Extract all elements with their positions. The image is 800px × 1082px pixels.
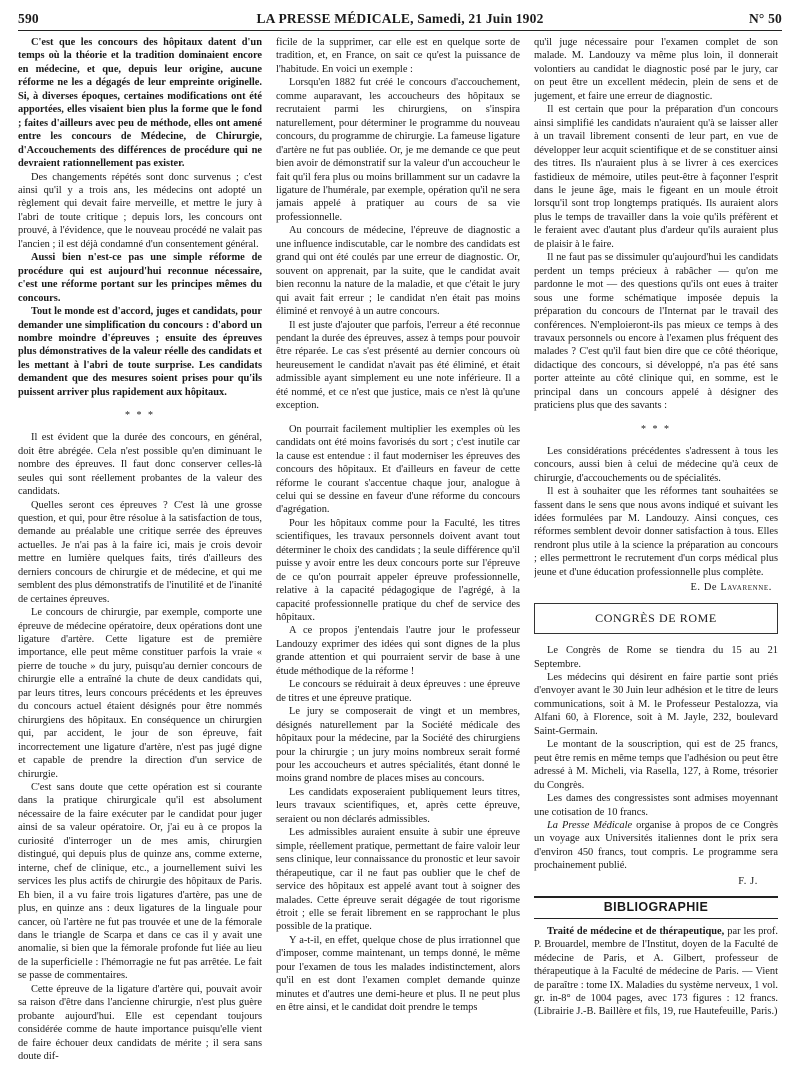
paragraph: Il ne faut pas se dissimuler qu'aujourd'hui les candidats perdent un temps précieux à rabâcher — qu'on me pardonne le mot — des questions qu'ils ont eues à traiter sous une forme schématique imposée depuis la préparation du concours de l'Internat par le travail des conférences. N'emploieront-ils pas mieux ce temps à des travaux personnels ou encore à l'examen plus fréquent des malades ? C'est qu'il faut bien dire que ce côté théorique, didactique des concours, si développé, n'a pas été sans porter atteinte au côté clinique qui, en somme, est le principal dans un concours appelé à désigner des praticiens plus que des savants : — [534, 252, 778, 412]
paragraph: Il est évident que la durée des concours, en général, doit être abrégée. Cela n'est possible qu'en diminuant le nombre des épreuves. Il faut donc conserver celles-là seules qui sont réellement probantes de la valeur des candidats. — [18, 432, 262, 498]
bibliography-entry — [534, 925, 778, 1019]
paragraph: Quelles seront ces épreuves ? C'est là une grosse question, et qui, pour être résolue à la satisfaction de tous, demande au préalable une critique serrée des épreuves actuelles. Je n'ai pas à la faire ici, mais je crois devoir mettre en lumière quelques faits, tirés d'ailleurs des derniers concours de chirurgie et de médecine, et qui me semblent des plus démonstratifs de l'inutilité et de l'inanité de certaines épreuves. — [18, 499, 262, 605]
paragraph: ficile de la supprimer, car elle est en quelque sorte de tradition, et, en France, on sait ce qu'est la puissance de l'habitude. En voici un exemple : — [276, 37, 520, 75]
paragraph: Au concours de médecine, l'épreuve de diagnostic a une influence indiscutable, car le nombre des candidats est grand qui ont été coulés par une erreur de diagnostic. Or, souvent on apprenait, par la suite, que le candidat avait bien reconnu la nature de la maladie, et que c'était le jury qui avait fait erreur ; le candidat n'en était pas moins éliminé et renvoyé à un autre concours. — [276, 225, 520, 318]
column-3 — [534, 36, 778, 1072]
paragraph: Le concours se réduirait à deux épreuves : une épreuve de titres et une épreuve pratique. — [276, 679, 520, 704]
paragraph: Cette épreuve de la ligature d'artère qui, pouvait avoir sa raison d'être dans l'ancienne chirurgie, n'est plus guère probante aujourd'hui. Elle est cependant toujours considérée comme de haute importance puisqu'elle vient de faire échouer deux candidats de mérite ; il sera sans doute dif- — [18, 983, 262, 1063]
column-2 — [276, 36, 520, 1072]
signature-prefix: E. De — [690, 582, 718, 594]
paragraph-rest: organise à propos de ce Congrès un voyage aux Universités italiennes dont le prix sera d'environ 450 francs, tout compris. Le programme sera prochainement publié. — [534, 820, 778, 872]
paragraph: Il est à souhaiter que les réformes tant souhaitées se fassent dans le sens que nous avons indiqué et suivant les idées formulées par M. Landouzy. Ainsi conçues, ces réformes semblent devoir donner satisfaction à tous. Elles rendront plus utile à la science la préparation au concours ; elles permettront le recrutement d'un corps médical plus jeune et d'une éducation professionnelle plus complète. — [534, 486, 778, 578]
book-details: par les prof. P. Brouardel, membre de l'Institut, doyen de la Faculté de médecine de Paris, et A. Gilbert, professeur de thérapeutique à la Faculté de médecine de Paris. — Vient de paraître : tome IX. Maladies du système nerveux, 1 vol. gr. in-8° de 1004 pages, avec 173 figures : 12 francs. (Librairie J.-B. Baillère et fils, 19, rue Hautefeuille, Paris.) — [534, 925, 778, 1018]
paragraph: On pourrait facilement multiplier les exemples où les candidats ont été moins favorisés du sort ; c'est inutile car la cause est entendue : il faut moderniser les épreuves des concours des hôpitaux. Et d'ailleurs en faveur de cette réforme le courant s'accentue chaque jour, analogue à celui qui se dessine en faveur d'une réforme du concours d'agrégation. — [276, 423, 520, 516]
signature-name: Lavarenne. — [720, 582, 772, 594]
section-heading-bibliographie: BIBLIOGRAPHIE — [603, 900, 709, 915]
paragraph: Lorsqu'en 1882 fut créé le concours d'accouchement, comme auparavant, les accoucheurs des hôpitaux se recrutaient parmi les chirurgiens, on s'inspira naturellement, pour déterminer le programme du nouveau concours, du programme de chirurgie. La fameuse ligature d'artère ne fut pas oubliée. Or, je me demande ce que peut bien avoir de démonstratif sur la valeur d'un accoucheur le fait qu'il fera plus ou moins brillamment sur un cadavre la ligature de l'humérale, par exemple, opération qu'il ne sera jamais appelé à pratiquer au cours de sa vie professionnelle. — [276, 77, 520, 223]
paragraph: Le Congrès de Rome se tiendra du 15 au 21 Septembre. — [534, 645, 778, 670]
divider — [534, 896, 778, 898]
paragraph: Aussi bien n'est-ce pas une simple réforme de procédure qui est aujourd'hui reconnue nécessaire, c'est une réforme portant sur les principes mêmes du concours. — [18, 252, 262, 304]
paragraph: Le jury se composerait de vingt et un membres, désignés naturellement par la Société médicale des hôpitaux pour la médecine, par la Société des chirurgiens pour la chirurgie ; un jury moins nombreux serait formé pour les accoucheurs et autres spécialités, étant donné le moins grand nombre de places mises au concours. — [276, 706, 520, 785]
column-1 — [18, 36, 262, 1072]
page-number: 590 — [18, 11, 39, 26]
paragraph: C'est que les concours des hôpitaux datent d'un temps où la théorie et la tradition dominaient encore en médecine, et que, depuis leur origine, aucune réforme ne les a dégagés de leur empreinte originelle. Si, à diverses époques, certaines modifications ont été apportées, elles visaient bien plus la forme que le fond ; faites d'ailleurs avec peu de méthode, elles ont amené entre les concours de Médecine, de Chirurgie, d'Accouchements des différences de procédure qui ne devraient rationnellement pas exister. — [18, 37, 262, 170]
issue-number: N° 50 — [748, 11, 782, 26]
newspaper-page — [18, 8, 782, 1074]
paragraph: Il est juste d'ajouter que parfois, l'erreur a été reconnue pendant la durée des épreuves, assez à temps pour pouvoir être réparée. Le cas s'est présenté au dernier concours où heureusement le candidat n'avait pas été éliminé, et était admissible ayant simplement eu une note inférieure. Il a été nommé, et ce n'est que justice, mais ce n'est là qu'une exception. — [276, 319, 520, 412]
paragraph: Les dames des congressistes sont admises moyennant une cotisation de 10 francs. — [534, 793, 778, 818]
paragraph: Pour les hôpitaux comme pour la Faculté, les titres scientifiques, les travaux personnels doivent avant tout déterminer le choix des candidats ; la seule différence qu'il puisse y avoir entre les deux concours porte sur l'épreuve de ce qu'on pourrait appeler épreuve professionnelle, relative à la capacité pédagogique de l'agrégé, à la capacité professionnelle pratique du chef de service des hôpitaux. — [276, 517, 520, 624]
report-signature: F. J. — [738, 875, 758, 887]
paragraph: Tout le monde est d'accord, juges et candidats, pour demander une simplification du concours : d'abord un nombre moindre d'épreuves ; ensuite des épreuves plus démonstratives de la valeur réelle des candidats et les mettant à l'abri de toute surprise. Les candidats demandent que des mesures soient prises pour qu'ils puissent arriver plus rapidement aux hôpitaux. — [18, 306, 262, 398]
book-title: Traité de médecine et de thérapeutique, — [547, 925, 725, 937]
paragraph: Les médecins qui désirent en faire partie sont priés d'envoyer avant le 30 Juin leur adhésion et le titre de leurs communications, soit à M. le Professeur Pestalozza, via Alfani 60, à Florence, soit à M. Jayle, 232, boulevard Saint-Germain. — [534, 672, 778, 737]
paragraph: C'est sans doute que cette opération est si courante dans la pratique chirurgicale qu'il est absolument nécessaire de la faire exécuter par le candidat pour juger ainsi de sa valeur opératoire. Or, j'ai eu à ce propos la curiosité d'interroger un de mes amis, chirurgien distingué, qui depuis plus de quinze ans, comme externe, interne, chef de clinique, etc., a journellement suivi les services les plus actifs de chirurgie des hôpitaux de Paris. Eh bien, il a vu faire trois ligatures d'artère, pas une de plus, en quinze ans : deux ligatures de la linguale pour cancer, où l'artère ne fut pas trouvée et une de la fémorale dans le triangle de Scarpa et dans ce cas il y avait une anomalie, si bien que la fémorale profonde fut liée au lieu de la superficielle : l'hémorragie ne fut pas arrêtée. Le fait se passe de commentaires. — [18, 782, 262, 982]
paragraph: Les admissibles auraient ensuite à subir une épreuve simple, réellement pratique, permettant de faire valoir leur sens clinique, leur connaissance du pronostic et leur savoir thérapeutique, car il ne faut pas oublier que le chef de service des hôpitaux est appelé avant tout à soigner des malades. Cette épreuve serait dégagée de tout rigorisme étroit ; elle se ferait librement en se rapprochant le plus possible de la pratique. — [276, 827, 520, 933]
section-separator: * * * — [125, 410, 155, 422]
paragraph: Il est certain que pour la préparation d'un concours ainsi simplifié les candidats n'auraient qu'à se laisser aller à un travail librement consenti de leur part, en vue de développer leur acquit scientifique et de se constituer ainsi des titres. Ils n'auraient plus à se livrer à ces exercices fastidieux de mémoire, utiles peut-être à façonner l'esprit dans le jeune âge, mais le figeant en un moule étroit lorsqu'il sont trop longtemps pratiqués. Ils auraient alors plus le temps de travailler dans la voie qu'ils préfèrent et le feraient avec d'autant plus d'ardeur qu'ils auraient plus de plaisir à le faire. — [534, 104, 778, 250]
paragraph: Les candidats exposeraient publiquement leurs titres, leurs travaux scientifiques, et, après cette épreuve, seraient ou non déclarés admissibles. — [276, 786, 520, 825]
paragraph: Le concours de chirurgie, par exemple, comporte une épreuve de médecine opératoire, deux opérations dont une ligature d'artère. Cette ligature est de première importance, elle peut même constituer parfois la vraie « pierre de touche » du jury, puisqu'au dernier concours de chirurgie elle a entraîné la chute de deux candidats qui, par leurs titres, leurs concours précédents et les épreuves du concours actuel étaient désignés pour être nommés chirurgiens des hôpitaux. En conséquence un chirurgien qui, par accident, le jour de son épreuve, fait incorrectement une ligature d'artère, n'est pas jugé digne et capable de prendre la direction d'un service de chirurgie. — [18, 607, 262, 780]
section-heading-congres: CONGRÈS DE ROME — [534, 603, 778, 634]
journal-title: LA PRESSE MÉDICALE, Samedi, 21 Juin 1902 — [256, 11, 544, 26]
paragraph — [534, 819, 778, 873]
divider — [534, 918, 778, 919]
page-header — [18, 8, 782, 31]
section-separator: * * * — [641, 423, 671, 435]
paragraph: Les considérations précédentes s'adressent à tous les concours, aussi bien à celui de médecine qu'à ceux de chirurgie, d'accouchements ou de spécialités. — [534, 445, 778, 484]
paragraph: Le montant de la souscription, qui est de 25 francs, peut être remis en même temps que l'adhésion ou peut être adressé à M. Micheli, via Rasella, 127, à Rome, trésorier du Congrès. — [534, 739, 778, 791]
journal-name: La Presse Médicale — [547, 820, 633, 832]
paragraph: Des changements répétés sont donc survenus ; c'est ainsi qu'il y a trois ans, les médecins ont adopté un règlement qui devait faire merveille, et mettre le jury à l'abri de toute critique ; depuis lors, les concours ont prouvé, à l'évidence, que le nouveau procédé ne valait pas l'ancien ; il est déjà condamné d'un consentement général. — [18, 171, 262, 250]
paragraph: qu'il juge nécessaire pour l'examen complet de son malade. M. Landouzy va même plus loin, il donnerait volontiers au candidat le diagnostic posé par le jury, car on peut être un excellent médecin, plein de sens et de jugement, et faire une erreur de diagnostic. — [534, 37, 778, 102]
author-signature — [534, 581, 772, 594]
paragraph: A ce propos j'entendais l'autre jour le professeur Landouzy exprimer des idées qui sont dignes de la plus grande attention et qui pourraient servir de base à une étude méthodique de la réforme ! — [276, 625, 520, 677]
paragraph: Y a-t-il, en effet, quelque chose de plus irrationnel que d'imposer, comme maintenant, un temps donné, le même pour l'examen de tous les malades indistinctement, alors qu'il en est dont l'examen complet demande quinze minutes et d'autres une demi-heure et plus. Il ne peut plus en être ainsi, et le candidat doit prendre le temps — [276, 934, 520, 1014]
